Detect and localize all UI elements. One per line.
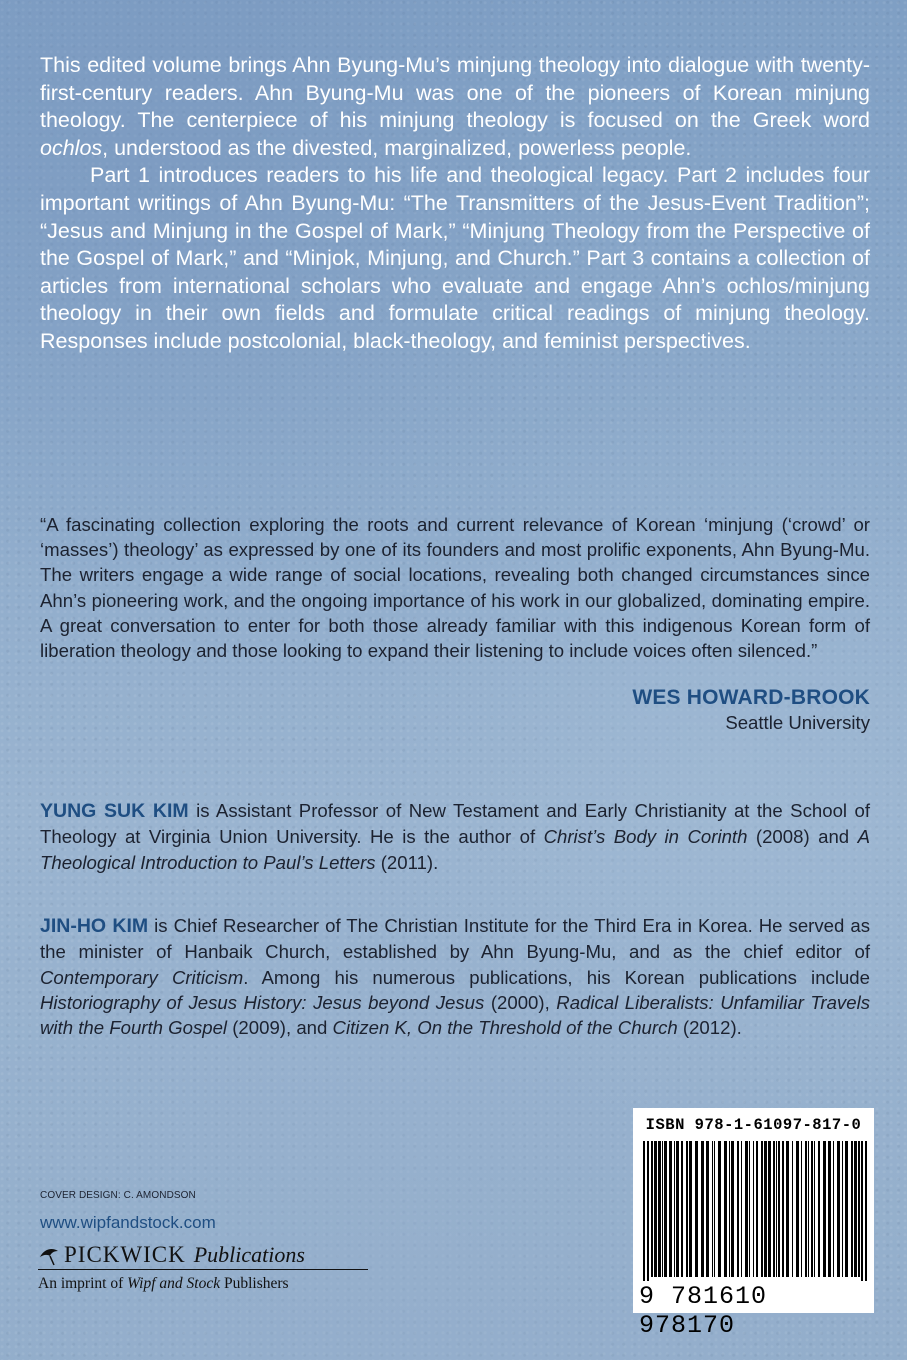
bio-text: (2008) and <box>747 826 858 848</box>
pickwick-bird-icon <box>38 1243 60 1267</box>
isbn-label: ISBN 978-1-61097-817-0 <box>645 1116 862 1134</box>
barcode-bar <box>643 1141 645 1281</box>
barcode-bar <box>768 1141 771 1277</box>
barcode-bar <box>792 1141 793 1277</box>
barcode-bar <box>756 1141 758 1277</box>
bio-text: (2012). <box>677 1017 742 1039</box>
barcode-bar <box>786 1141 789 1277</box>
imprint-text: Publishers <box>220 1275 289 1292</box>
barcode-bar <box>776 1141 777 1277</box>
book-title: Historiography of Jesus History: Jesus beyond Jesus <box>40 991 485 1013</box>
imprint-line <box>38 1275 368 1293</box>
barcode-bar <box>718 1141 721 1277</box>
barcode-bar <box>745 1141 748 1277</box>
barcode-bar <box>669 1141 672 1277</box>
barcode-bar <box>676 1141 679 1277</box>
barcode-bar <box>833 1141 834 1277</box>
journal-title: Contemporary Criticism <box>40 966 244 988</box>
barcode-bar <box>796 1141 799 1277</box>
barcode-bar <box>851 1141 853 1277</box>
barcode-bar <box>801 1141 802 1277</box>
barcode-bar <box>828 1141 831 1277</box>
barcode-bar <box>778 1141 780 1277</box>
barcode-bar <box>761 1141 763 1277</box>
barcode-bar <box>701 1141 704 1277</box>
barcode-bar <box>662 1141 663 1277</box>
barcode-bar <box>695 1141 698 1277</box>
barcode-bars <box>639 1141 869 1281</box>
publisher-name: PICKWICK <box>64 1242 186 1267</box>
barcode-bar <box>823 1141 826 1277</box>
barcode-bar <box>842 1141 843 1277</box>
barcode-bar <box>654 1141 657 1277</box>
bio-text: is Assistant Professor of New Testament and Early Christianity at the School of Theology at Virginia Union University. He is the author of <box>40 800 870 848</box>
author-bio-2 <box>40 913 870 1040</box>
publisher-logo <box>38 1240 368 1293</box>
barcode-bar <box>858 1141 860 1277</box>
barcode-bar <box>712 1141 713 1277</box>
barcode-bar <box>729 1141 730 1277</box>
bio-text: (2009), and <box>227 1017 333 1039</box>
isbn-barcode <box>633 1108 874 1340</box>
publisher-line <box>38 1240 368 1270</box>
author-bio-1 <box>40 798 870 875</box>
barcode-bar <box>764 1141 767 1277</box>
barcode-bar <box>689 1141 692 1277</box>
author-name: YUNG SUK KIM <box>40 800 189 822</box>
barcode-bar <box>749 1141 750 1277</box>
barcode-bar <box>805 1141 807 1277</box>
endorser-name: WES HOWARD-BROOK <box>632 686 870 709</box>
cover-design-credit: COVER DESIGN: C. AMONDSON <box>40 1190 196 1201</box>
barcode-bar <box>837 1141 840 1277</box>
barcode-bar <box>753 1141 754 1277</box>
barcode-bar <box>681 1141 683 1277</box>
publisher-series: Publications <box>193 1242 305 1267</box>
barcode-bar <box>651 1141 653 1277</box>
barcode-bar <box>741 1141 742 1277</box>
barcode-bar <box>664 1141 667 1277</box>
bio-text: (2011). <box>375 851 439 873</box>
bio-text: . Among his numerous publications, his Korean publications include <box>243 966 870 988</box>
endorser <box>632 685 870 735</box>
barcode-bar <box>845 1141 848 1277</box>
barcode-bar <box>737 1141 739 1277</box>
description-text: , understood as the divested, marginalized, powerless people. <box>102 135 692 160</box>
book-title: Radical Liberalists: Unfamiliar Travels with the Fourth Gospel <box>40 991 870 1039</box>
description-paragraph-2: Part 1 introduces readers to his life and theological legacy. Part 2 includes four important writings of Ahn Byung-Mu: “The Transmitters of the Jesus-Event Tradition”; “Jesus and Minjung in the Gospel of Mark,” “Minjung Theology from the Perspective of the Gospel of Mark,” and “Minjok, Minjung, and Church.” Part 3 contains a collection of articles from international scholars who evaluate and engage Ahn’s ochlos/minjung theology in their own fields and formulate critical readings of minjung theology. Responses include postcolonial, black-theology, and feminist perspectives. <box>40 163 870 353</box>
barcode-bar <box>811 1141 813 1277</box>
barcode-bar <box>854 1141 857 1277</box>
imprint-text: An imprint of <box>38 1275 128 1292</box>
endorser-affiliation: Seattle University <box>725 712 870 733</box>
publisher-website-link[interactable]: www.wipfandstock.com <box>40 1213 216 1232</box>
barcode-bar <box>865 1141 867 1281</box>
barcode-bar <box>861 1141 863 1281</box>
barcode-bar <box>782 1141 784 1277</box>
barcode-bar <box>706 1141 709 1277</box>
barcode-bar <box>647 1141 649 1281</box>
imprint-italic: Wipf and Stock <box>127 1275 221 1292</box>
barcode-bar <box>658 1141 661 1277</box>
description-italic-term: ochlos <box>40 135 103 160</box>
barcode-bar <box>773 1141 775 1277</box>
barcode-bar <box>808 1141 809 1277</box>
barcode-bar <box>731 1141 734 1277</box>
author-name: JIN-HO KIM <box>40 915 149 937</box>
bio-text: is Chief Researcher of The Christian Institute for the Third Era in Korea. He served as the minister of Hanbaik Church, established by Ahn Byung-Mu, and as the chief editor of <box>40 915 870 963</box>
barcode-digits: 9 781610 978170 <box>639 1282 768 1340</box>
book-title: Christ’s Body in Corinth <box>543 826 748 848</box>
book-title: Citizen K, On the Threshold of the Church <box>332 1017 678 1039</box>
book-description <box>40 52 870 356</box>
barcode-bar <box>818 1141 820 1277</box>
barcode-bar <box>686 1141 688 1277</box>
book-title: A Theological Introduction to Paul’s Letters <box>40 826 871 873</box>
description-paragraph-1 <box>40 52 870 162</box>
bio-text: (2000), <box>484 991 557 1013</box>
barcode-bar <box>714 1141 715 1277</box>
endorsement-quote: “A fascinating collection exploring the roots and current relevance of Korean ‘minjung (‘crowd’ or ‘masses’) theology’ as expressed by one of its founders and most prolific exponents, Ahn Byung-Mu. The writers engage a wide range of social locations, revealing both changed circumstances since Ahn’s pioneering work, and the ongoing importance of his work in our globalized, dominating empire. A great conversation to enter for both those already familiar with this indigenous Korean form of liberation theology and those looking to expand their listening to include voices often silenced.” <box>40 514 870 662</box>
barcode-bar <box>724 1141 727 1277</box>
description-text: This edited volume brings Ahn Byung-Mu’s minjung theology into dialogue with twenty-first-century readers. Ahn Byung-Mu was one of the pioneers of Korean minjung theology. The centerpiece of his minjung theology is focused on the Greek word <box>40 53 870 133</box>
barcode-bar <box>674 1141 675 1277</box>
barcode-bar <box>814 1141 815 1277</box>
